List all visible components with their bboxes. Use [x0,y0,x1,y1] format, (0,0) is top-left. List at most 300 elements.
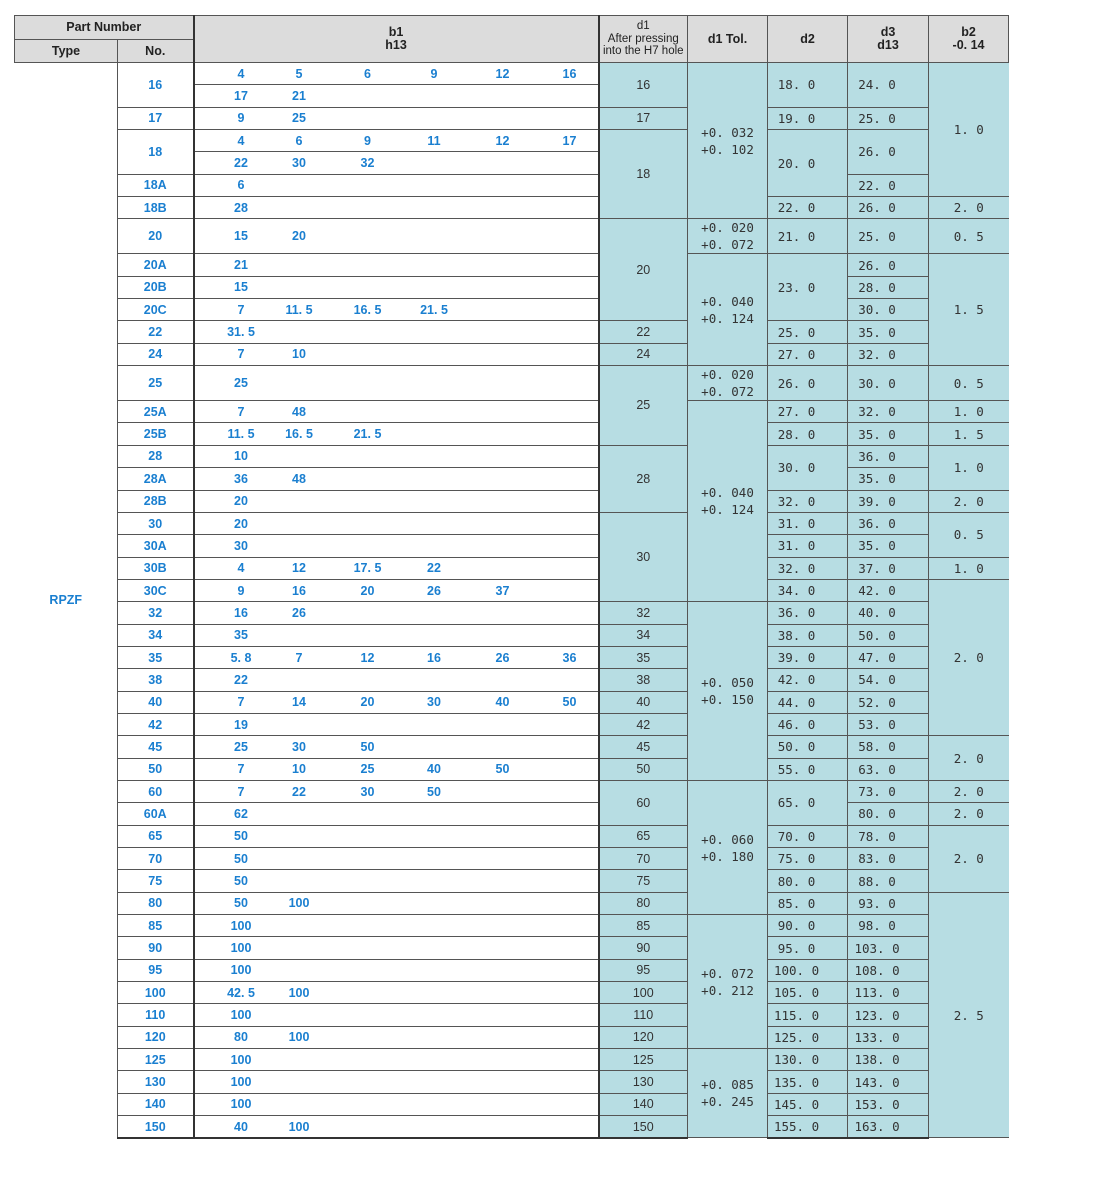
d3-cell: 163. 0 [848,1116,929,1138]
b1-cell: 36 [194,468,262,490]
d3-cell: 25. 0 [848,219,929,254]
b1-cell [532,401,599,423]
d3-cell: 42. 0 [848,579,929,601]
table-row [15,915,1009,937]
part-no-cell: 25 [118,366,194,401]
tol-line: +0. 072 [701,237,754,253]
b1-cell [464,85,532,107]
b1-cell: 30 [194,535,262,557]
b1-cell [329,366,397,401]
d2-cell: 145. 0 [768,1093,848,1115]
b1-cell: 50 [194,892,262,914]
header-b2 [929,16,1009,63]
part-no-cell: 32 [118,602,194,624]
header-d3-sub: d13 [877,38,899,52]
table-row [15,870,1009,892]
b1-cell [329,1071,397,1093]
part-no-cell: 28 [118,445,194,467]
d3-cell: 35. 0 [848,321,929,343]
b1-cell [329,982,397,1004]
b1-cell: 4 [194,63,262,85]
table-row [15,713,1009,735]
b1-cell [397,343,464,365]
d1-cell: 120 [599,1026,688,1048]
b1-cell [464,321,532,343]
table-row [15,299,1009,321]
b1-cell [329,254,397,276]
part-no-cell: 110 [118,1004,194,1026]
d3-cell: 58. 0 [848,736,929,758]
tol-line: +0. 085 [701,1077,754,1093]
b1-cell [329,512,397,534]
d1-cell: 125 [599,1049,688,1071]
b1-cell [329,959,397,981]
spec-body [15,63,1009,1138]
d2-cell: 70. 0 [768,825,848,847]
b1-cell [464,959,532,981]
b1-cell [329,535,397,557]
tol-line: +0. 072 [701,965,754,981]
d3-cell: 123. 0 [848,1004,929,1026]
d2-cell: 19. 0 [768,107,848,129]
b1-cell: 80 [194,1026,262,1048]
b1-cell [464,1116,532,1138]
d3-cell: 30. 0 [848,299,929,321]
part-no-cell: 20A [118,254,194,276]
d1-cell: 16 [599,63,688,108]
d2-cell: 36. 0 [768,602,848,624]
tol-line: +0. 020 [701,220,754,236]
b1-cell: 30 [329,780,397,802]
b1-cell [329,1004,397,1026]
b1-cell [329,445,397,467]
b1-cell: 5 [262,63,329,85]
b1-cell: 4 [194,557,262,579]
b1-cell: 12 [329,646,397,668]
d2-cell: 115. 0 [768,1004,848,1026]
d1-cell: 28 [599,445,688,512]
b1-cell [329,468,397,490]
b1-cell [464,401,532,423]
d1-cell: 17 [599,107,688,129]
d2-cell: 105. 0 [768,982,848,1004]
b1-cell: 7 [194,758,262,780]
b1-cell [464,276,532,298]
b1-cell [532,490,599,512]
table-row [15,1049,1009,1071]
part-no-cell: 17 [118,107,194,129]
d3-cell: 35. 0 [848,423,929,445]
d1-tol-cell [688,219,768,254]
table-row [15,343,1009,365]
b2-cell: 2. 0 [929,579,1009,735]
d1-tol-cell [688,1049,768,1138]
table-row [15,982,1009,1004]
b1-cell [464,152,532,174]
b1-cell: 20 [262,219,329,254]
b2-cell: 1. 0 [929,63,1009,197]
d2-cell: 125. 0 [768,1026,848,1048]
b1-cell: 48 [262,401,329,423]
b1-cell: 16 [194,602,262,624]
header-d1 [599,16,688,63]
b1-cell [262,803,329,825]
b1-cell [464,915,532,937]
part-no-cell: 28A [118,468,194,490]
b1-cell: 100 [262,1116,329,1138]
header-d1-sub2: into the H7 hole [602,45,684,58]
b1-cell [397,937,464,959]
d2-cell: 23. 0 [768,254,848,321]
b1-cell [329,343,397,365]
b1-cell [329,85,397,107]
b1-cell [397,468,464,490]
b1-cell [397,1071,464,1093]
b1-cell [532,366,599,401]
table-row [15,130,1009,152]
b1-cell [464,669,532,691]
b1-cell [262,445,329,467]
b1-cell: 26 [262,602,329,624]
b1-cell [397,892,464,914]
d3-cell: 93. 0 [848,892,929,914]
d3-cell: 80. 0 [848,803,929,825]
b1-cell: 17 [532,130,599,152]
b1-cell [464,445,532,467]
table-row [15,321,1009,343]
part-no-cell: 70 [118,848,194,870]
b1-cell [532,557,599,579]
d2-cell: 135. 0 [768,1071,848,1093]
header-b1-sub: h13 [385,38,407,52]
d3-cell: 83. 0 [848,848,929,870]
part-no-cell: 85 [118,915,194,937]
d2-cell: 100. 0 [768,959,848,981]
b2-cell: 2. 0 [929,825,1009,892]
b1-cell: 32 [329,152,397,174]
part-no-cell: 38 [118,669,194,691]
d3-cell: 98. 0 [848,915,929,937]
d3-cell: 143. 0 [848,1071,929,1093]
d3-cell: 37. 0 [848,557,929,579]
d3-cell: 47. 0 [848,646,929,668]
b1-cell [532,870,599,892]
b2-cell: 2. 5 [929,892,1009,1138]
b1-cell: 100 [194,1004,262,1026]
b1-cell [532,219,599,254]
b1-cell [464,423,532,445]
d1-cell: 24 [599,343,688,365]
b2-cell: 2. 0 [929,780,1009,802]
d1-cell: 70 [599,848,688,870]
table-row [15,490,1009,512]
tol-line: +0. 032 [701,124,754,140]
d2-cell: 95. 0 [768,937,848,959]
table-row [15,579,1009,601]
part-no-cell: 28B [118,490,194,512]
table-row [15,63,1009,85]
b1-cell [397,915,464,937]
b1-cell [329,107,397,129]
b1-cell [464,468,532,490]
b1-cell: 40 [397,758,464,780]
b1-cell [532,512,599,534]
part-no-cell: 60A [118,803,194,825]
b1-cell: 4 [194,130,262,152]
table-row [15,803,1009,825]
b1-cell [532,1093,599,1115]
b1-cell [397,401,464,423]
b1-cell [532,713,599,735]
d3-cell: 26. 0 [848,130,929,175]
d3-cell: 53. 0 [848,713,929,735]
b1-cell [397,959,464,981]
d1-cell: 150 [599,1116,688,1138]
tol-line: +0. 180 [701,848,754,864]
tol-line: +0. 124 [701,502,754,518]
b1-cell: 25 [329,758,397,780]
b1-cell: 50 [329,736,397,758]
b1-cell: 21. 5 [397,299,464,321]
b1-cell [464,1071,532,1093]
b1-cell [329,803,397,825]
b2-cell: 2. 0 [929,803,1009,825]
b1-cell: 50 [194,825,262,847]
b1-cell [532,915,599,937]
header-d1-top: d1 [636,20,650,33]
b1-cell [397,1026,464,1048]
d3-cell: 103. 0 [848,937,929,959]
b1-cell [464,197,532,219]
d1-cell: 95 [599,959,688,981]
b1-cell: 36 [532,646,599,668]
b1-cell [532,937,599,959]
b1-cell [532,445,599,467]
d1-cell: 130 [599,1071,688,1093]
d1-tol-cell [688,63,768,219]
b1-cell [329,870,397,892]
b1-cell: 50 [397,780,464,802]
b1-cell [532,848,599,870]
b2-cell: 1. 0 [929,445,1009,490]
b1-cell [262,512,329,534]
b1-cell [397,825,464,847]
b1-cell [397,512,464,534]
header-d2: d2 [768,16,848,63]
d3-cell: 133. 0 [848,1026,929,1048]
part-no-cell: 80 [118,892,194,914]
table-row [15,825,1009,847]
b1-cell [464,366,532,401]
b1-cell [262,197,329,219]
b1-cell: 31. 5 [194,321,262,343]
header-no: No. [118,40,194,63]
b1-cell [397,1116,464,1138]
d3-cell: 50. 0 [848,624,929,646]
b1-cell [532,736,599,758]
b1-cell [532,602,599,624]
table-row [15,557,1009,579]
b1-cell [397,669,464,691]
d1-tol-cell [688,366,768,401]
b1-cell: 11. 5 [194,423,262,445]
b1-cell [532,299,599,321]
d3-cell: 32. 0 [848,401,929,423]
b1-cell [329,713,397,735]
b1-cell: 16. 5 [262,423,329,445]
part-no-cell: 25B [118,423,194,445]
b1-cell [262,959,329,981]
table-row [15,1004,1009,1026]
d2-cell: 34. 0 [768,579,848,601]
b1-cell [329,937,397,959]
b1-cell [532,85,599,107]
b1-cell [464,535,532,557]
b1-cell [329,1049,397,1071]
d3-cell: 28. 0 [848,276,929,298]
d1-cell: 60 [599,780,688,825]
part-no-cell: 18A [118,174,194,196]
table-row [15,276,1009,298]
d1-cell: 34 [599,624,688,646]
b1-cell [532,254,599,276]
d2-cell: 90. 0 [768,915,848,937]
b1-cell: 50 [532,691,599,713]
table-row [15,254,1009,276]
d1-cell: 18 [599,130,688,219]
b1-cell: 22 [397,557,464,579]
b2-cell: 1. 5 [929,423,1009,445]
b1-cell: 30 [262,152,329,174]
d2-cell: 30. 0 [768,445,848,490]
b1-cell [532,803,599,825]
b1-cell: 10 [194,445,262,467]
b1-cell [397,321,464,343]
b1-cell [329,669,397,691]
d2-cell: 18. 0 [768,63,848,108]
b1-cell [464,557,532,579]
b1-cell: 16. 5 [329,299,397,321]
b1-cell: 28 [194,197,262,219]
b1-cell: 15 [194,276,262,298]
part-no-cell: 18 [118,130,194,175]
b1-cell: 62 [194,803,262,825]
b1-cell: 7 [194,343,262,365]
b1-cell [262,624,329,646]
b1-cell: 9 [194,579,262,601]
header-d3 [848,16,929,63]
header-part-number: Part Number [15,16,194,40]
b1-cell [464,1004,532,1026]
b1-cell: 14 [262,691,329,713]
d3-cell: 36. 0 [848,445,929,467]
b1-cell [532,343,599,365]
table-row [15,197,1009,219]
d2-cell: 22. 0 [768,197,848,219]
b1-cell [464,780,532,802]
d2-cell: 26. 0 [768,366,848,401]
part-no-cell: 30A [118,535,194,557]
d2-cell: 42. 0 [768,669,848,691]
b1-cell: 12 [464,63,532,85]
b2-cell: 2. 0 [929,197,1009,219]
b1-cell [329,825,397,847]
b1-cell: 21 [194,254,262,276]
b1-cell: 25 [194,366,262,401]
b1-cell: 21. 5 [329,423,397,445]
b1-cell [464,1049,532,1071]
b1-cell [329,602,397,624]
b1-cell: 7 [194,401,262,423]
b1-cell [532,1004,599,1026]
tol-line: +0. 212 [701,982,754,998]
d3-cell: 54. 0 [848,669,929,691]
b1-cell: 9 [397,63,464,85]
b1-cell [532,1116,599,1138]
b1-cell [397,803,464,825]
b1-cell [262,713,329,735]
b1-cell [464,803,532,825]
b1-cell [329,1116,397,1138]
b1-cell [397,423,464,445]
b1-cell [262,366,329,401]
b2-cell: 1. 0 [929,557,1009,579]
b1-cell: 20 [329,579,397,601]
table-row [15,445,1009,467]
b1-cell [532,276,599,298]
part-no-cell: 16 [118,63,194,108]
b1-cell [532,423,599,445]
b1-cell: 7 [262,646,329,668]
b1-cell [262,669,329,691]
tol-line: +0. 245 [701,1094,754,1110]
part-no-cell: 150 [118,1116,194,1138]
b1-cell [532,174,599,196]
part-no-cell: 130 [118,1071,194,1093]
b1-cell [464,1026,532,1048]
b2-cell: 1. 0 [929,401,1009,423]
b1-cell: 10 [262,343,329,365]
b1-cell [397,1049,464,1071]
b2-cell: 2. 0 [929,490,1009,512]
b1-cell: 12 [262,557,329,579]
b1-cell: 11 [397,130,464,152]
d1-cell: 75 [599,870,688,892]
b1-cell: 100 [262,982,329,1004]
b1-cell [532,152,599,174]
b1-cell [397,848,464,870]
table-row [15,848,1009,870]
b1-cell [329,197,397,219]
d1-cell: 20 [599,219,688,321]
b1-cell [397,197,464,219]
b1-cell [397,174,464,196]
b1-cell: 100 [194,1071,262,1093]
b1-cell [532,579,599,601]
b1-cell [464,512,532,534]
table-row [15,780,1009,802]
b1-cell [397,1004,464,1026]
table-row [15,624,1009,646]
part-no-cell: 25A [118,401,194,423]
b1-cell [464,299,532,321]
b1-cell [262,321,329,343]
type-cell: RPZF [15,63,118,1138]
d3-cell: 25. 0 [848,107,929,129]
d3-cell: 73. 0 [848,780,929,802]
b1-cell: 22 [194,669,262,691]
d2-cell: 38. 0 [768,624,848,646]
